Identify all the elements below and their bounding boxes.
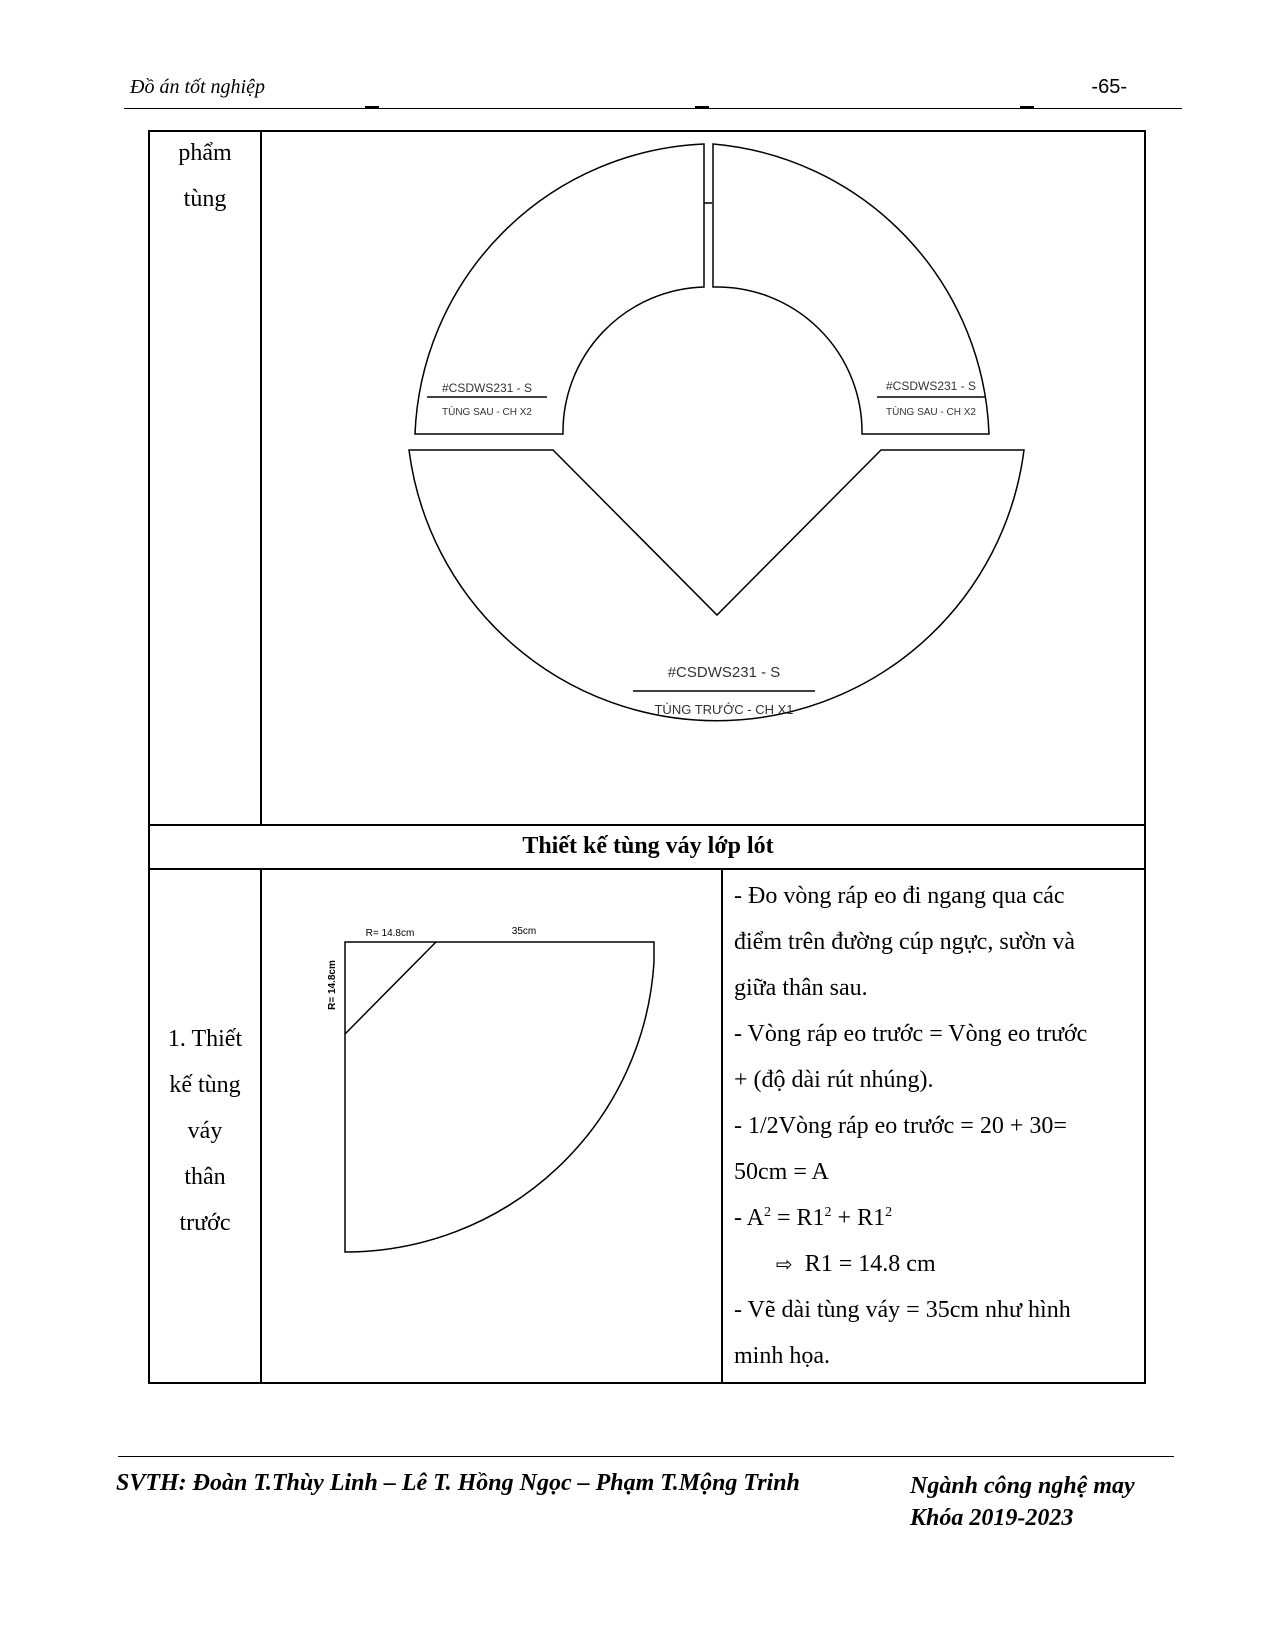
product-label: phẩm tùng — [178, 140, 232, 212]
radius-label: R= 14.8cm — [365, 928, 415, 939]
back-left-code: #CSDWS231 - S — [441, 381, 533, 395]
back-right-code: #CSDWS231 - S — [885, 379, 977, 393]
formula-line: - $A^2 = R1^2 + R1^2$ — [734, 1205, 893, 1231]
result-line: ⇨ R1 = 14.8 cm — [776, 1251, 936, 1277]
back-right-name: TÙNG SAU - CH X2 — [885, 407, 977, 418]
back-left-name: TÙNG SAU - CH X2 — [441, 407, 533, 418]
design-step-label: 1. Thiết kế tùng váy thân trước — [167, 1026, 243, 1236]
length-label: 35cm — [511, 926, 537, 937]
footer-authors: SVTH: Đoàn T.Thùy Linh – Lê T. Hồng Ngọc – Phạm T.Mộng Trinh — [116, 1470, 800, 1496]
footer-rule — [118, 1456, 1174, 1457]
arrow-icon: ⇨ — [776, 1252, 793, 1276]
front-name: TÙNG TRƯỚC - CH X1 — [654, 702, 794, 717]
waist-cut-line — [345, 942, 436, 1034]
footer-major-course: Ngành công nghệ may Khóa 2019-2023 — [910, 1473, 1135, 1531]
document-header-title: Đồ án tốt nghiệp — [130, 76, 265, 98]
front-code: #CSDWS231 - S — [667, 664, 781, 681]
vertical-radius-label: R= 14.8cm — [327, 960, 338, 1010]
page-number: -65- — [1091, 76, 1127, 98]
design-notes: - Đo vòng ráp eo đi ngang qua các điểm trên đường cúp ngực, sườn và giữa thân sau. - Vòng ráp eo trước = Vòng eo trước + (độ dài rút nhúng). - 1/2Vòng ráp eo trước = 20 + 30= 50cm = A - $A^2 = R1^2 + R1^2$ ⇨ R1 = 14.8 cm - Vẽ dài tùng váy = 35cm như hình minh họa. — [734, 873, 1140, 1379]
section-title: Thiết kế tùng váy lớp lót — [522, 833, 774, 859]
skirt-panel-outline — [345, 942, 654, 1252]
